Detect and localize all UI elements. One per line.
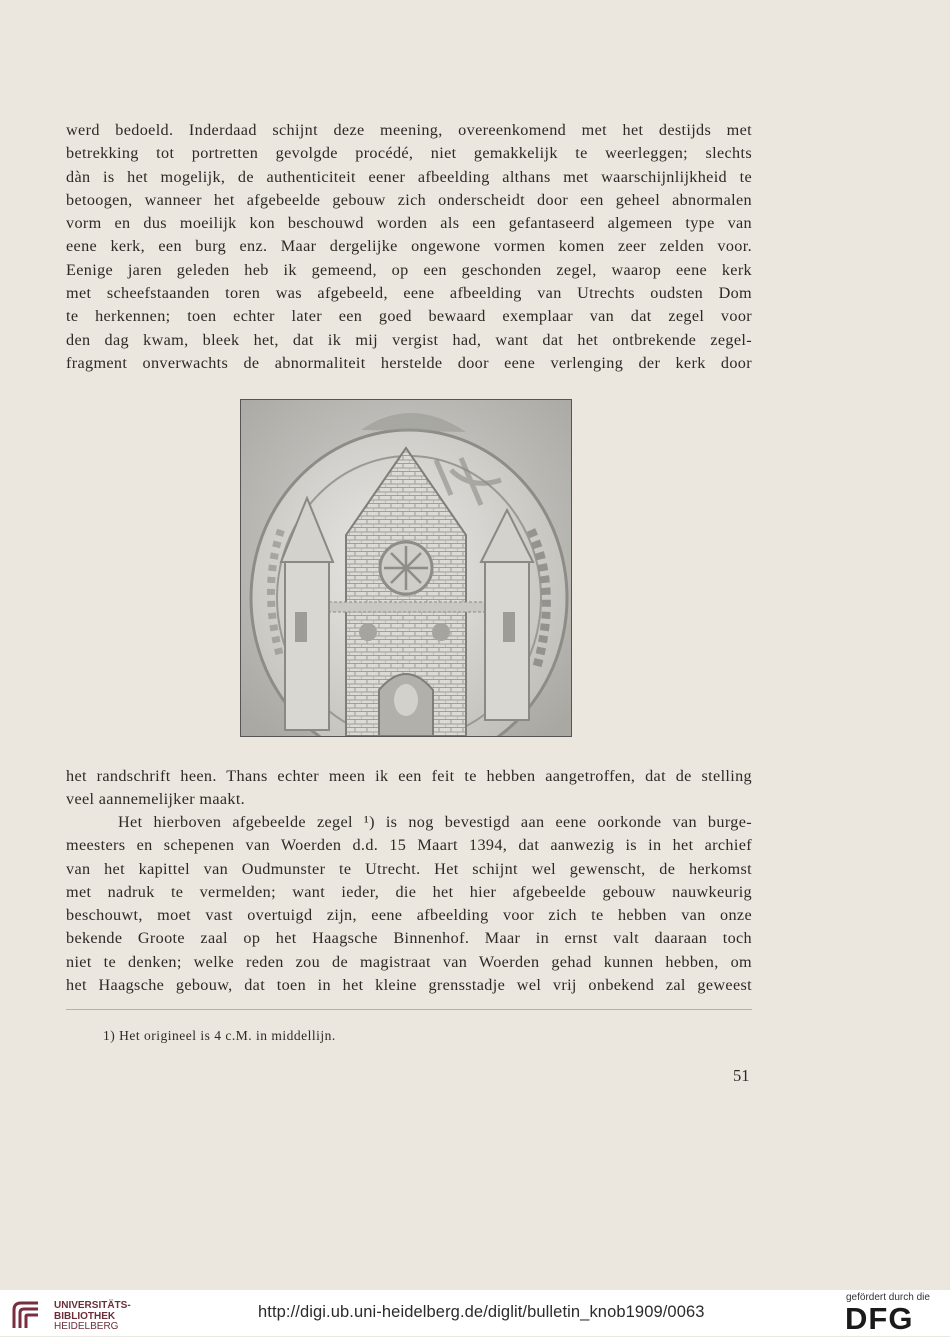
text-line: bekende Groote zaal op het Haagsche Binnenhof. Maar in ernst valt daaraan toch — [66, 929, 752, 948]
library-name — [54, 1301, 131, 1333]
page-number: 51 — [733, 1066, 750, 1085]
seal-image — [241, 400, 571, 736]
seal-photograph — [240, 399, 572, 737]
page-url-link[interactable]: http://digi.ub.uni-heidelberg.de/diglit/bulletin_knob1909/0063 — [258, 1303, 705, 1321]
text-line: meesters en schepenen van Woerden d.d. 15 Maart 1394, dat aanwezig is in het archief — [66, 836, 752, 855]
text-line: het randschrift heen. Thans echter meen ik een feit te hebben aangetroffen, dat de stelling — [66, 767, 752, 785]
library-name-line: UNIVERSITÄTS- — [54, 1300, 131, 1311]
text-line: veel aannemelijker maakt. — [66, 790, 246, 809]
text-line: dàn is het mogelijk, de authenticiteit eener afbeelding althans met waarschijnlijkheid te — [66, 167, 752, 186]
text-line: fragment onverwachts de abnormaliteit herstelde door eene verlenging der kerk door — [66, 353, 752, 372]
library-logo-icon — [10, 1300, 44, 1330]
text-line: het Haagsche gebouw, dat toen in het kleine grensstadje wel vrij onbekend zal geweest — [66, 976, 752, 995]
text-line: vorm en dus moeilijk kon beschouwd worden als een gefantaseerd algemeen type van — [66, 214, 752, 233]
text-line: Het hierboven afgebeelde zegel ¹) is nog bevestigd aan eene oorkonde van burge- — [118, 813, 752, 831]
paragraph-2 — [66, 765, 752, 812]
text-line: eene kerk, een burg enz. Maar dergelijke ongewone vormen komen zeer zelden voor. — [66, 237, 752, 256]
paragraph-3 — [66, 811, 752, 997]
text-line: beschouwt, moet vast overtuigd zijn, eene afbeelding voor zich te hebben van onze — [66, 906, 752, 925]
library-name-line: HEIDELBERG — [54, 1321, 119, 1332]
paragraph-1 — [66, 119, 752, 375]
footnote: 1) Het origineel is 4 c.M. in middellijn. — [103, 1028, 336, 1043]
dfg-logo: DFG — [845, 1301, 914, 1336]
text-line: niet te denken; welke reden zou de magistraat van Woerden gehad kunnen hebben, om — [66, 952, 752, 971]
text-line: van het kapittel van Oudmunster te Utrecht. Het schijnt wel gewenscht, de herkomst — [66, 859, 752, 878]
text-line: met nadruk te vermelden; want ieder, die het hier afgebeelde gebouw nauwkeurig — [66, 882, 752, 901]
funding-label: gefördert durch die — [846, 1292, 930, 1303]
text-line: Eenige jaren geleden heb ik gemeend, op een geschonden zegel, waarop eene kerk — [66, 260, 752, 279]
footnote-divider — [66, 1009, 752, 1010]
text-line: betrekking tot portretten gevolgde procédé, niet gemakkelijk te weerleggen; slechts — [66, 144, 752, 163]
text-line: den dag kwam, bleek het, dat ik mij vergist had, want dat het ontbrekende zegel- — [66, 330, 752, 349]
text-line: betoogen, wanneer het afgebeelde gebouw zich onderscheidt door een geheel abnormalen — [66, 190, 752, 209]
text-line: te herkennen; toen echter later een goed bewaard exemplaar van dat zegel voor — [66, 307, 752, 326]
text-line: met scheefstaanden toren was afgebeeld, eene afbeelding van Utrechts oudsten Dom — [66, 284, 752, 303]
text-line: werd bedoeld. Inderdaad schijnt deze meening, overeenkomend met het destijds met — [66, 121, 752, 139]
viewer-footer — [0, 1290, 950, 1336]
library-name-line: BIBLIOTHEK — [54, 1310, 116, 1322]
